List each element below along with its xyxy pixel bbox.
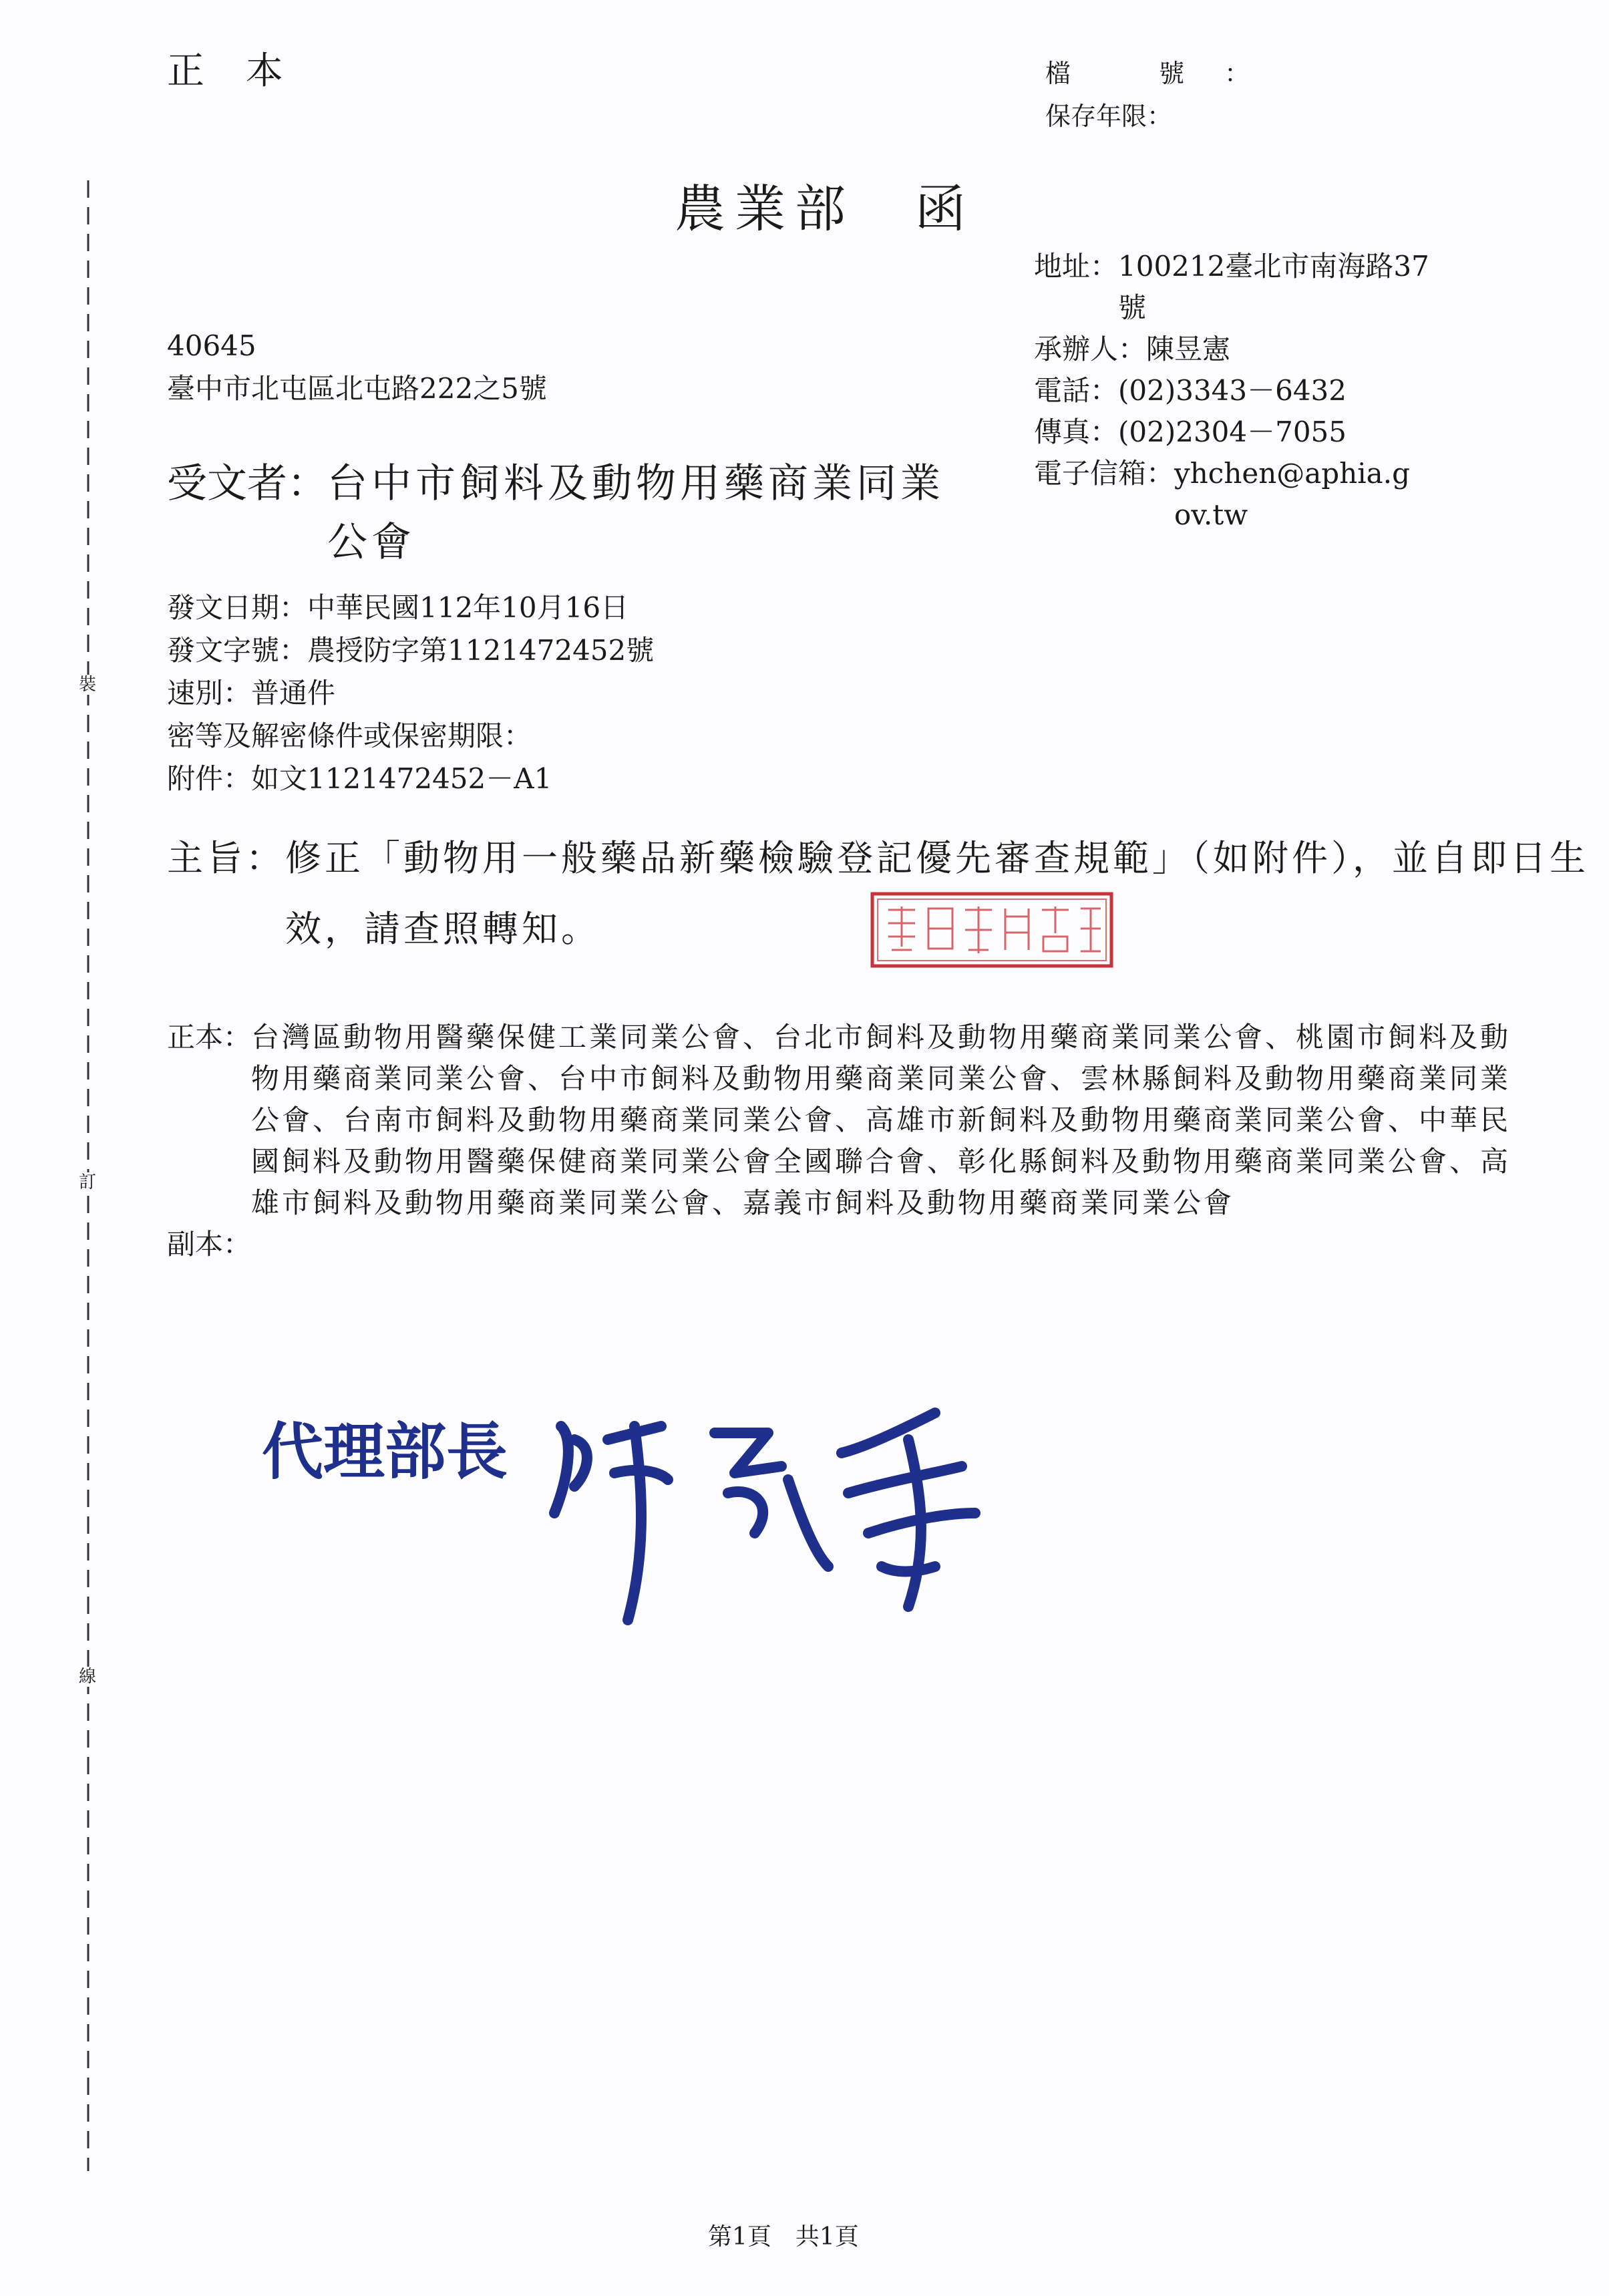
file-number-label: 檔 號： [1045, 59, 1290, 88]
page-number: 第1頁 共1頁 [708, 2223, 859, 2251]
fax-label: 傳真： [1034, 416, 1119, 448]
issue-date: 中華民國112年10月16日 [307, 591, 629, 624]
binding-mark-ding: 訂 [79, 1172, 97, 1192]
recipient-label: 受文者： [167, 460, 327, 507]
speed-label: 速別： [167, 677, 252, 709]
recipient-address [167, 325, 547, 410]
attachment-label: 附件： [167, 762, 252, 795]
retention-label: 保存年限： [1045, 102, 1173, 131]
recipient-street-address: 臺中市北屯區北屯路222之5號 [167, 372, 547, 405]
official-seal [868, 890, 1115, 970]
phone-number: (02)3343－6432 [1118, 374, 1347, 407]
sender-contact [1034, 246, 1445, 536]
recipient-name: 台中市飼料及動物用藥商業同業公會 [327, 460, 944, 566]
handwritten-signature [534, 1400, 1082, 1640]
sender-address: 100212臺北市南海路37號 [1118, 250, 1429, 324]
doc-number: 農授防字第1121472452號 [307, 634, 655, 667]
handler-name: 陳昱憲 [1146, 333, 1231, 365]
document-title: 農業部 函 [675, 179, 975, 238]
original-recipients: 台灣區動物用醫藥保健工業同業公會、台北市飼料及動物用藥商業同業公會、桃園市飼料及動物用藥商業同業公會、台中市飼料及動物用藥商業同業公會、雲林縣飼料及動物用藥商業同業公會、台南市飼料及動物用藥商業同業公會、高雄市新飼料及動物用藥商業同業公會、中華民國飼料及動物用醫藥保健商業同業公會全國聯合會、彰化縣飼料及動物用藥商業同業公會、高雄市飼料及動物用藥商業同業公會、嘉義市飼料及動物用藥商業同業公會 [251, 1021, 1511, 1219]
distribution [167, 1017, 1520, 1265]
attachment-value: 如文1121472452－A1 [251, 762, 552, 795]
recipient [167, 454, 955, 572]
secrecy-label: 密等及解密條件或保密期限： [167, 719, 532, 752]
phone-label: 電話： [1034, 374, 1119, 407]
issue-date-label: 發文日期： [167, 591, 308, 624]
speed-value: 普通件 [251, 677, 336, 709]
email-label: 電子信箱： [1034, 457, 1175, 490]
document-metadata [167, 587, 654, 800]
subject-label: 主旨： [167, 837, 285, 879]
binding-mark-xian: 線 [79, 1667, 97, 1687]
handler-label: 承辦人： [1034, 333, 1147, 365]
doc-number-label: 發文字號： [167, 634, 308, 667]
address-label: 地址： [1034, 250, 1119, 283]
fax-number: (02)2304－7055 [1118, 416, 1347, 448]
email-address: yhchen@aphia.gov.tw [1174, 457, 1410, 531]
copy-recipients-label: 副本： [167, 1228, 252, 1261]
copy-mark: 正 本 [167, 49, 298, 93]
binding-mark-zhuang: 裝 [79, 675, 97, 695]
original-recipients-label: 正本： [167, 1021, 252, 1053]
file-meta [1045, 52, 1290, 138]
postal-code: 40645 [167, 329, 256, 362]
subject-text: 修正「動物用一般藥品新藥檢驗登記優先審查規範」（如附件），並自即日生效，請查照轉知。 [285, 837, 1589, 950]
signatory-title: 代理部長 [262, 1416, 508, 1488]
